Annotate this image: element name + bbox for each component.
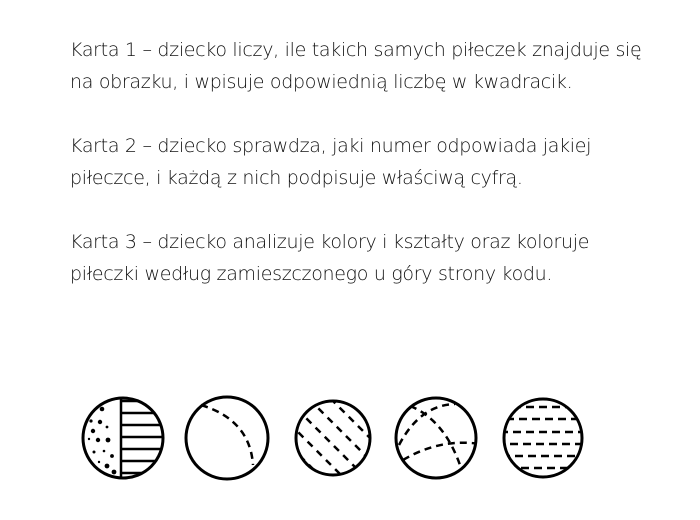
ball-icons — [0, 380, 700, 500]
text-line: na obrazku, i wpisuje odpowiednią liczbę w kwadracik. — [70, 71, 573, 93]
card-3-description — [70, 226, 670, 290]
ball-diagonal-dashes-icon — [272, 380, 406, 498]
text-line: Karta 3 – dziecko analizuje kolory i kształty oraz koloruje — [70, 231, 590, 253]
text-line: piłeczki według zamieszczonego u góry strony kodu. — [70, 263, 553, 285]
ball-crossing-dashed-arcs-icon — [396, 398, 480, 478]
text-line: Karta 1 – dziecko liczy, ile takich samych piłeczek znajduje się — [70, 39, 642, 61]
card-1-description — [70, 34, 670, 98]
text-line: piłeczce, i każdą z nich podpisuje właściwą cyfrą. — [70, 167, 523, 189]
ball-dots-stripes-icon — [83, 395, 170, 480]
card-2-description — [70, 130, 670, 194]
ball-dashed-arc-icon — [186, 397, 268, 479]
ball-horizontal-dashes-icon — [500, 399, 590, 477]
text-line: Karta 2 – dziecko sprawdza, jaki numer odpowiada jakiej — [70, 135, 592, 157]
